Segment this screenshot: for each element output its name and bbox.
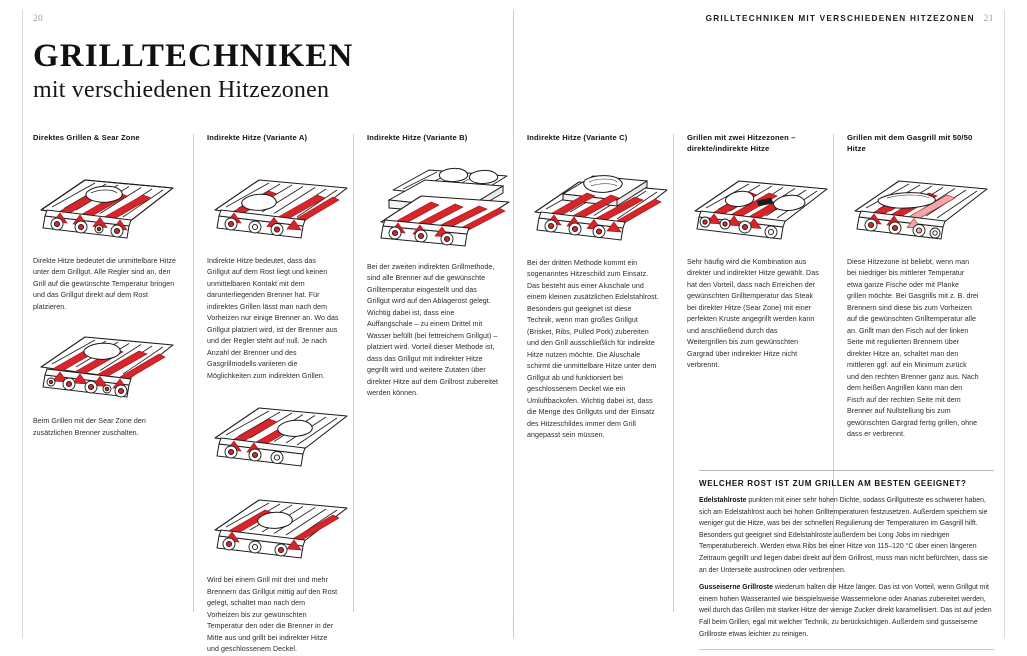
- column-body-2: [207, 575, 339, 655]
- column-heading: Direktes Grillen & Sear Zone: [33, 133, 140, 142]
- column-body: [33, 256, 179, 313]
- column-direktes-grillen: [33, 132, 193, 656]
- info-box-paragraph-2: [699, 582, 994, 640]
- grill-illustration-svg: [847, 167, 995, 247]
- grillgut-shape: [84, 344, 120, 360]
- figure-indirekte-hitze-c: [527, 166, 659, 248]
- column-body: [527, 258, 659, 442]
- column-rule: [193, 134, 194, 612]
- running-head-right: [706, 13, 994, 23]
- folio-right: 21: [983, 13, 994, 23]
- running-head-title: GRILLTECHNIKEN MIT VERSCHIEDENEN HITZEZONEN: [705, 14, 975, 23]
- info-box-paragraph-1: [699, 495, 994, 576]
- page-title: GRILLTECHNIKEN: [33, 38, 354, 74]
- paragraph: Bei der dritten Methode kommt ein sogenanntes Hitzeschild zum Einsatz. Das besteht aus einer Aluschale und einem kleinen zusätzlichen Edelstahlrost. Besonders gut geeignet ist diese Technik, wenn man großes Grillgut (Brisket, Ribs, Pulled Pork) zubereiten und den Grill ausschließlich für indirekte Hitze nutzen möchte. Die Aluschale schirmt die unmittelbare Hitze unter dem Grillgut ab und funktioniert bei geschlossenem Deckel wie ein Umluftbackofen. Wichtig dabei ist, dass die Menge des Grillguts und der Einsatz des Hitzeschildes immer dem Grill angepasst sein müssen.: [527, 259, 659, 440]
- paragraph: Sehr häufig wird die Kombination aus direkter und indirekter Hitze gewählt. Das hat den Vorteil, dass nach Erreichen der gewünschten Grilltemperatur das Steak bei direkter Hitze (Sear Zone) mit einer perfekten Kruste angegrillt werden kann und anschließend durch das Weitergrillen bis zum gewünschten Gargrad über indirekter Hitze nicht verbrennt.: [687, 257, 819, 370]
- figure-gasgrill-50-50: [847, 167, 979, 247]
- running-head: [0, 13, 1027, 29]
- figure-indirekte-hitze-a3: [207, 488, 339, 566]
- column-indirekte-hitze-a: [193, 132, 353, 656]
- grill-illustration-svg: [367, 166, 519, 252]
- paragraph: Wird bei einem Grill mit drei und mehr Brennern das Grillgut mittig auf den Rost gelegt, schaltet man nach dem Vorheizen bis zur gewünschten Temperatur den oder die Brenner in der Mitte aus und grillt bei indirekter Hitze und geschlossenem Deckel.: [207, 576, 338, 654]
- trim-guide-right: [1004, 10, 1005, 638]
- info-box-lead-gusseisen: Gusseiserne Grillroste: [699, 584, 773, 592]
- column-rule: [513, 134, 514, 612]
- info-box-rost: [699, 470, 994, 650]
- column-body: [847, 257, 979, 441]
- info-box-text-edelstahl: punkten mit einer sehr hohen Dichte, sodass Grillgutreste es schwerer haben, sich am Edelstahlrost auch bei hohen Grilltemperaturen festzusetzen. Außerdem speichern sie weniger gut die Hitze, was bei der schnellen Regulierung der Temperaturen im Gasgrill hilft. Besonders gut geeignet sind Edelstahlroste außerdem bei Long Jobs im niedrigen Temperaturbereich. Werden etwa Ribs bei einer Hitze von 115–120 °C über einen längeren Zeitraum gegrillt und liegen dabei direkt auf dem Grillrost, muss man nicht befürchten, dass sie an der Unterseite austrocknen oder verbrennen.: [699, 497, 988, 574]
- column-body: [367, 262, 499, 400]
- column-body: [687, 257, 819, 372]
- grill-illustration-svg: [207, 488, 355, 566]
- grillgut-shape: [439, 168, 467, 181]
- column-rule: [673, 134, 674, 612]
- masthead: [33, 40, 353, 103]
- grill-illustration-svg: [687, 167, 835, 247]
- figure-indirekte-hitze-a: [207, 166, 339, 246]
- column-indirekte-hitze-c: [513, 132, 673, 656]
- figure-zwei-hitzezonen: [687, 167, 819, 247]
- info-box-text-gusseisen: wiederum halten die Hitze länger. Das ist von Vorteil, wenn Grillgut mit einem hohen Wasseranteil wie beispielsweise Wassermelone oder Ananas zubereitet werden, weil durch das Grillen mit starker Hitze der wenige Zucker direkt karamellisiert. Das ist auf jeden Fall beim Grillen, egal mit welcher Technik, zu berücksichtigen. Außerdem sind gusseiserne Grillroste etwas leichter zu reinigen.: [699, 584, 992, 638]
- paragraph: Diese Hitzezone ist beliebt, wenn man bei niedriger bis mittlerer Temperatur etwa ganze Fische oder mit Planke grillen möchte. Bei Gasgrills mit z. B. drei Brennern sind diese bis zum Vorheizen auf die gewünschten Grilltemperatur alle an. Grillt man den Fisch auf der linken Seite mit regulierten Brennern über direkter Hitze an, schaltet man den mittleren ggf. auf ein Minimum zurück und den rechten Brenner ganz aus. Nach dem heißen Angrillen kann man den Fisch auf der rechten Seite mit dem Brenner auf Nullstellung bis zum gewünschten Gargrad fertig grillen, ohne dass er verbrennt.: [847, 257, 979, 439]
- grillgut-shape: [469, 170, 497, 183]
- trim-guide-left: [22, 10, 23, 638]
- column-body-2: [33, 416, 179, 439]
- paragraph: Indirekte Hitze bedeutet, dass das Grillgut auf dem Rost liegt und keinen unmittelbaren Kontakt mit dem darunterliegenden Brenner hat. Für indirektes Grillen lässt man nach dem Vorheizen nur einige Brenner an. Wo das Grillgut platziert wird, ist der Brenner aus und der Regler steht auf null. Je nach Anzahl der Brenner und des Gasgrillmodells variieren die Möglichkeiten zum indirekten Grillen.: [207, 257, 339, 380]
- column-indirekte-hitze-b: [353, 132, 513, 656]
- info-box-top-rule: [699, 470, 994, 471]
- info-box-heading: WELCHER ROST IST ZUM GRILLEN AM BESTEN GEEIGNET?: [699, 479, 967, 488]
- column-heading: Grillen mit dem Gasgrill mit 50/50 Hitze: [847, 133, 973, 154]
- grillgut-shape: [86, 186, 122, 202]
- grill-illustration-svg: [527, 166, 675, 248]
- page-subtitle: mit verschiedenen Hitzezonen: [33, 76, 330, 103]
- figure-indirekte-hitze-b: [367, 166, 499, 252]
- info-box-lead-edelstahl: Edelstahlroste: [699, 497, 747, 504]
- figure-gasgrill-sear-zone: [33, 327, 179, 407]
- column-heading: Indirekte Hitze (Variante C): [527, 133, 628, 142]
- grill-illustration-svg: [207, 166, 355, 246]
- column-heading: Grillen mit zwei Hitzezonen – direkte/indirekte Hitze: [687, 133, 796, 154]
- paragraph: Bei der zweiten indirekten Grillmethode, sind alle Brenner auf die gewünschte Grilltemperatur eingestellt und das Grillgut wird auf den Ablagerost gelegt. Wichtig dabei ist, dass eine Auffangschale – zu einem Drittel mit Wasser befüllt (bei fettreichem Grillgut) – platziert wird. Vorteil dieser Methode ist, dass das Grillgut mit indirekter Hitze gegrillt wird und weitere Zutaten über direkter Hitze auf dem Grillrost zubereitet werden können.: [367, 263, 499, 398]
- folio-left: 20: [33, 13, 44, 23]
- grill-illustration-svg: [33, 327, 181, 407]
- column-rule: [353, 134, 354, 612]
- info-box-bottom-rule: [699, 649, 994, 650]
- paragraph: Direkte Hitze bedeutet die unmittelbare Hitze unter dem Grillgut. Alle Regler sind an, den Grill auf die gewünschte Temperatur bringen und das Grillgut direkt auf dem Rost platzieren.: [33, 257, 177, 311]
- grill-illustration-svg: [33, 166, 181, 246]
- column-heading: Indirekte Hitze (Variante A): [207, 133, 308, 142]
- column-heading: Indirekte Hitze (Variante B): [367, 133, 468, 142]
- figure-gasgrill-direkte-hitze: [33, 166, 179, 246]
- paragraph: Beim Grillen mit der Sear Zone den zusätzlichen Brenner zuschalten.: [33, 417, 146, 437]
- figure-indirekte-hitze-a2: [207, 396, 339, 474]
- column-body: [207, 256, 339, 382]
- grill-illustration-svg: [207, 396, 355, 474]
